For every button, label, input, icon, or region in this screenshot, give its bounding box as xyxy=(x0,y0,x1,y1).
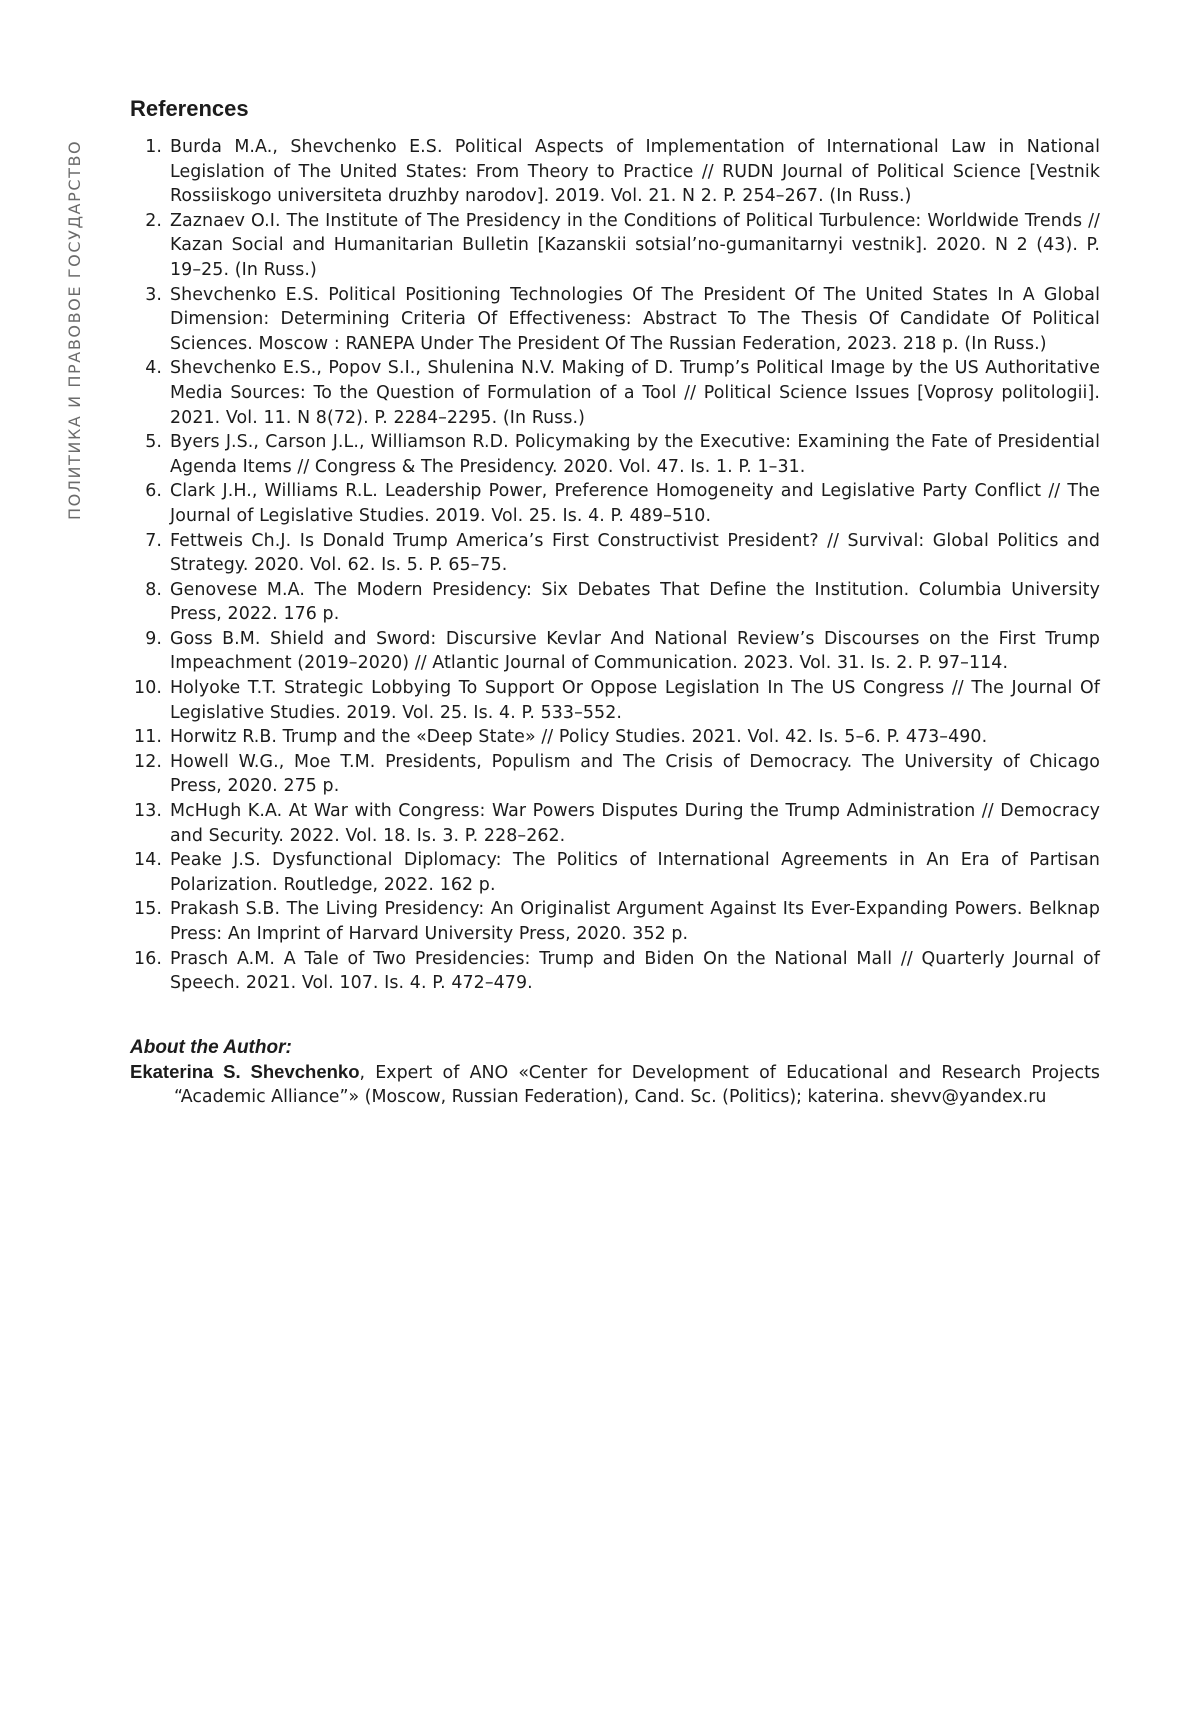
reference-text: Howell W.G., Moe T.M. Presidents, Populism and The Crisis of Democracy. The University of Chicago Press, 2020. 275 p. xyxy=(170,752,1100,797)
reference-item xyxy=(130,578,1100,627)
reference-text: Shevchenko E.S. Political Positioning Technologies Of The President Of The United States In A Global Dimension: Determining Criteria Of Effectiveness: Abstract To The Thesis Of Candidate Of Political Sciences. Moscow : RANEPA Under The President Of The Russian Federation, 2023. 218 p. (In Russ.) xyxy=(170,285,1100,354)
reference-item xyxy=(130,947,1100,996)
journal-running-title: ПОЛИТИКА И ПРАВОВОЕ ГОСУДАРСТВО xyxy=(63,100,87,520)
reference-number: 7. xyxy=(130,529,162,554)
reference-item xyxy=(130,356,1100,430)
reference-text: Peake J.S. Dysfunctional Diplomacy: The Politics of International Agreements in An Era of Partisan Polarization. Routledge, 2022. 162 p. xyxy=(170,850,1100,895)
author-details: , Expert of ANO «Center for Development of Educational and Research Projects “Academic Alliance”» (Moscow, Russian Federation), Cand. Sc. (Politics); katerina. shevv@yandex.ru xyxy=(174,1063,1100,1108)
about-author-text xyxy=(130,1060,1100,1110)
reference-item xyxy=(130,283,1100,357)
reference-item xyxy=(130,799,1100,848)
reference-number: 1. xyxy=(130,135,162,160)
reference-text: Prasch A.M. A Tale of Two Presidencies: Trump and Biden On the National Mall // Quarterly Journal of Speech. 2021. Vol. 107. Is. 4. P. 472–479. xyxy=(170,949,1100,994)
reference-text: Holyoke T.T. Strategic Lobbying To Support Or Oppose Legislation In The US Congress // The Journal Of Legislative Studies. 2019. Vol. 25. Is. 4. P. 533–552. xyxy=(170,678,1100,723)
reference-item xyxy=(130,627,1100,676)
reference-item xyxy=(130,676,1100,725)
reference-item xyxy=(130,479,1100,528)
author-name: Ekaterina S. Shevchenko xyxy=(130,1061,360,1082)
reference-text: Clark J.H., Williams R.L. Leadership Power, Preference Homogeneity and Legislative Party Conflict // The Journal of Legislative Studies. 2019. Vol. 25. Is. 4. P. 489–510. xyxy=(170,481,1100,526)
reference-number: 3. xyxy=(130,283,162,308)
reference-item xyxy=(130,897,1100,946)
references-list xyxy=(130,135,1100,996)
reference-text: Goss B.M. Shield and Sword: Discursive Kevlar And National Review’s Discourses on the First Trump Impeachment (2019–2020) // Atlantic Journal of Communication. 2023. Vol. 31. Is. 2. P. 97–114. xyxy=(170,629,1100,674)
reference-item xyxy=(130,209,1100,283)
reference-item xyxy=(130,848,1100,897)
reference-number: 12. xyxy=(130,750,162,775)
page-content xyxy=(130,95,1100,1110)
reference-number: 9. xyxy=(130,627,162,652)
reference-number: 2. xyxy=(130,209,162,234)
reference-text: McHugh K.A. At War with Congress: War Powers Disputes During the Trump Administration // Democracy and Security. 2022. Vol. 18. Is. 3. P. 228–262. xyxy=(170,801,1100,846)
reference-item xyxy=(130,135,1100,209)
reference-text: Genovese M.A. The Modern Presidency: Six Debates That Define the Institution. Columbia University Press, 2022. 176 p. xyxy=(170,580,1100,625)
reference-number: 6. xyxy=(130,479,162,504)
reference-number: 4. xyxy=(130,356,162,381)
reference-number: 5. xyxy=(130,430,162,455)
references-heading: References xyxy=(130,95,1100,123)
reference-item xyxy=(130,750,1100,799)
reference-number: 8. xyxy=(130,578,162,603)
reference-item xyxy=(130,529,1100,578)
reference-text: Fettweis Ch.J. Is Donald Trump America’s First Constructivist President? // Survival: Global Politics and Strategy. 2020. Vol. 62. Is. 5. P. 65–75. xyxy=(170,531,1100,576)
reference-text: Zaznaev O.I. The Institute of The Presidency in the Conditions of Political Turbulence: Worldwide Trends // Kazan Social and Humanitarian Bulletin [Kazanskii sotsial’no-gumanitarnyi vestnik]. 2020. N 2 (43). P. 19–25. (In Russ.) xyxy=(170,211,1100,280)
reference-text: Prakash S.B. The Living Presidency: An Originalist Argument Against Its Ever-Expanding Powers. Belknap Press: An Imprint of Harvard University Press, 2020. 352 p. xyxy=(170,899,1100,944)
reference-text: Shevchenko E.S., Popov S.I., Shulenina N.V. Making of D. Trump’s Political Image by the US Authoritative Media Sources: To the Question of Formulation of a Tool // Political Science Issues [Voprosy politologii]. 2021. Vol. 11. N 8(72). P. 2284–2295. (In Russ.) xyxy=(170,358,1100,427)
reference-number: 11. xyxy=(130,725,162,750)
about-author-heading: About the Author: xyxy=(130,1036,1100,1060)
reference-text: Horwitz R.B. Trump and the «Deep State» // Policy Studies. 2021. Vol. 42. Is. 5–6. P. 473–490. xyxy=(170,727,987,747)
reference-item xyxy=(130,725,1100,750)
reference-number: 15. xyxy=(130,897,162,922)
reference-item xyxy=(130,430,1100,479)
reference-text: Burda M.A., Shevchenko E.S. Political Aspects of Implementation of International Law in National Legislation of The United States: From Theory to Practice // RUDN Journal of Political Science [Vestnik Rossiiskogo universiteta druzhby narodov]. 2019. Vol. 21. N 2. P. 254–267. (In Russ.) xyxy=(170,137,1100,206)
reference-number: 10. xyxy=(130,676,162,701)
reference-text: Byers J.S., Carson J.L., Williamson R.D. Policymaking by the Executive: Examining the Fate of Presidential Agenda Items // Congress & The Presidency. 2020. Vol. 47. Is. 1. P. 1–31. xyxy=(170,432,1100,477)
reference-number: 14. xyxy=(130,848,162,873)
reference-number: 13. xyxy=(130,799,162,824)
reference-number: 16. xyxy=(130,947,162,972)
